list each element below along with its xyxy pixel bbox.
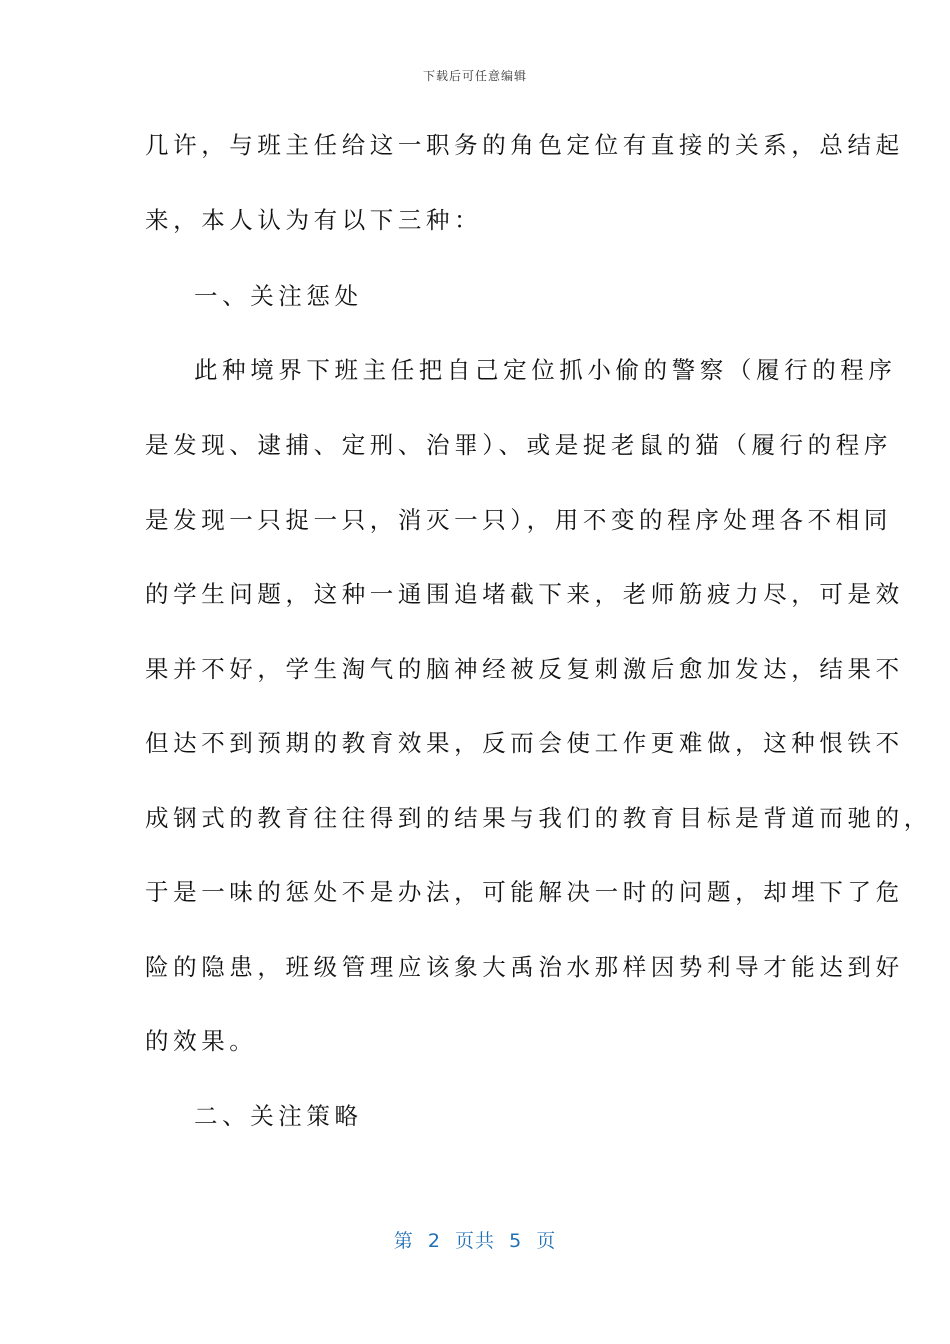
- body-line-11: 于是一味的惩处不是办法，可能解决一时的问题，却埋下了危: [145, 878, 904, 906]
- body-line-7: 的学生问题，这种一通围追堵截下来，老师筋疲力尽，可是效: [145, 580, 904, 608]
- body-line-10: 成钢式的教育往往得到的结果与我们的教育目标是背道而驰的，: [145, 804, 932, 832]
- section-heading-1: 一、关注惩处: [194, 282, 363, 310]
- body-line-8: 果并不好，学生淘气的脑神经被反复刺激后愈加发达，结果不: [145, 655, 904, 683]
- body-line-5: 是发现、逮捕、定刑、治罪）、或是捉老鼠的猫（履行的程序: [145, 431, 892, 459]
- page-footer: 第 2 页共 5 页: [393, 1230, 557, 1252]
- body-line-13: 的效果。: [145, 1027, 258, 1055]
- section-heading-2: 二、关注策略: [194, 1102, 363, 1130]
- body-line-2: 来，本人认为有以下三种：: [145, 206, 483, 234]
- body-line-12: 险的隐患，班级管理应该象大禹治水那样因势利导才能达到好: [145, 953, 904, 981]
- body-line-1: 几许，与班主任给这一职务的角色定位有直接的关系，总结起: [145, 131, 904, 159]
- page-header: 下载后可任意编辑: [422, 69, 527, 83]
- body-line-4: 此种境界下班主任把自己定位抓小偷的警察（履行的程序: [194, 356, 897, 384]
- body-line-6: 是发现一只捉一只，消灭一只），用不变的程序处理各不相同: [145, 506, 892, 534]
- body-line-9: 但达不到预期的教育效果，反而会使工作更难做，这种恨铁不: [145, 729, 904, 757]
